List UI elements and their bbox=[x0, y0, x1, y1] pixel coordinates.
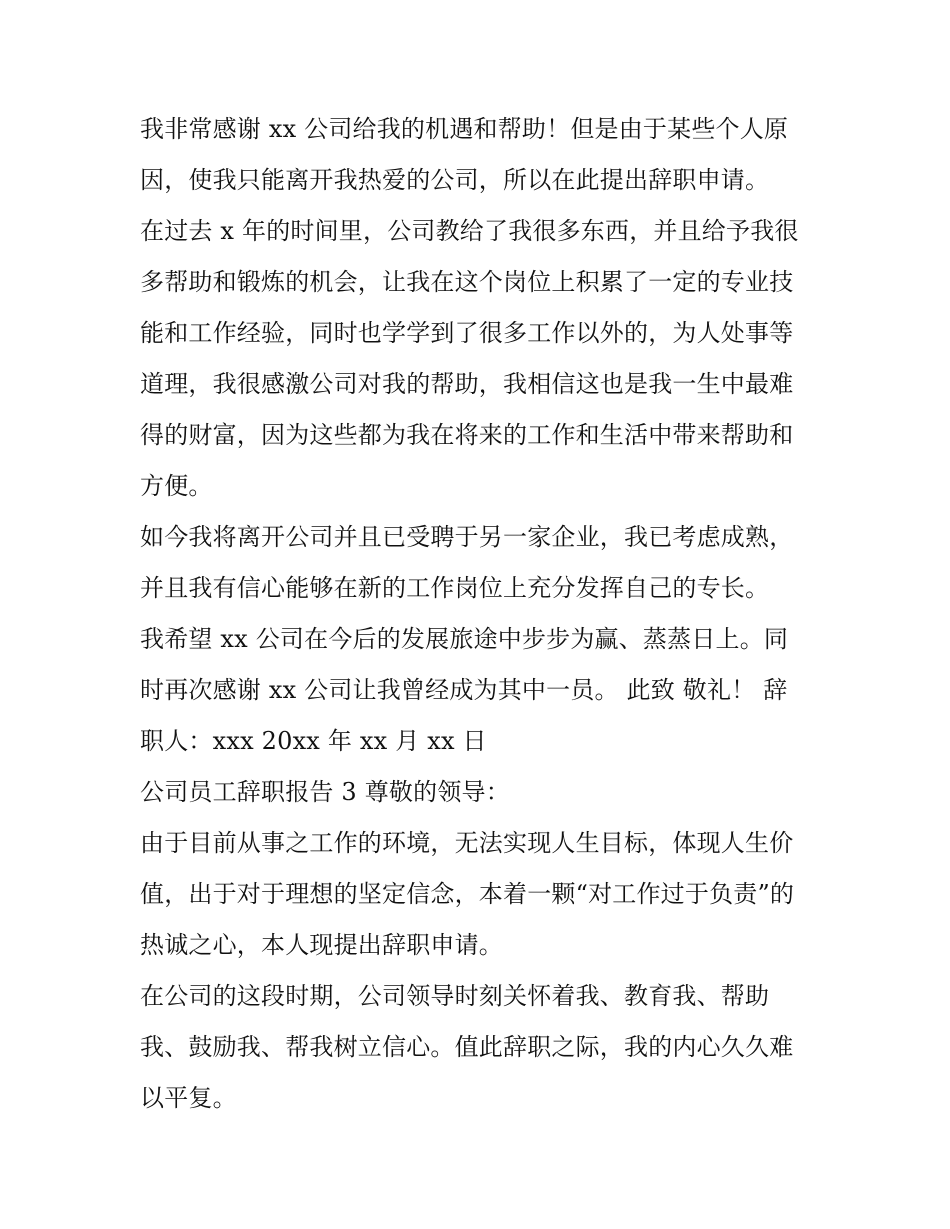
text-line: 得的财富，因为这些都为我在将来的工作和生活中带来帮助和 bbox=[140, 421, 794, 449]
text-line: 如今我将离开公司并且已受聘于另一家企业，我已考虑成熟， bbox=[140, 523, 794, 551]
text-line: 并且我有信心能够在新的工作岗位上充分发挥自己的专长。 bbox=[140, 574, 770, 602]
paragraph-closing-signature bbox=[140, 614, 820, 767]
paragraph-environment bbox=[140, 818, 820, 971]
text-line: 多帮助和锻炼的机会，让我在这个岗位上积累了一定的专业技 bbox=[140, 268, 794, 296]
text-line: 因，使我只能离开我热爱的公司，所以在此提出辞职申请。 bbox=[140, 166, 770, 194]
text-line: 由于目前从事之工作的环境，无法实现人生目标，体现人生价 bbox=[140, 829, 794, 857]
text-line: 值，出于对于理想的坚定信念，本着一颗“对工作过于负责”的 bbox=[140, 880, 795, 908]
text-line: 热诚之心，本人现提出辞职申请。 bbox=[140, 931, 503, 959]
paragraph-gratitude bbox=[140, 104, 820, 206]
text-line: 我非常感谢 xx 公司给我的机遇和帮助！但是由于某些个人原 bbox=[140, 115, 789, 143]
text-line: 在过去 x 年的时间里，公司教给了我很多东西，并且给予我很 bbox=[140, 217, 799, 245]
text-line: 在公司的这段时期，公司领导时刻关怀着我、教育我、帮助 bbox=[140, 982, 770, 1010]
text-line: 以平复。 bbox=[140, 1084, 237, 1112]
paragraph-new-job bbox=[140, 512, 820, 614]
text-line: 公司员工辞职报告 3 尊敬的领导： bbox=[140, 778, 510, 806]
text-line: 职人：xxx 20xx 年 xx 月 xx 日 bbox=[140, 727, 487, 755]
text-line: 我希望 xx 公司在今后的发展旅途中步步为赢、蒸蒸日上。同 bbox=[140, 625, 789, 653]
text-line: 时再次感谢 xx 公司让我曾经成为其中一员。 此致 敬礼！ 辞 bbox=[140, 676, 788, 704]
text-line: 道理，我很感激公司对我的帮助，我相信这也是我一生中最难 bbox=[140, 370, 794, 398]
text-line: 方便。 bbox=[140, 472, 213, 500]
document-body bbox=[140, 104, 820, 1124]
paragraph-past-years bbox=[140, 206, 820, 512]
paragraph-company-period bbox=[140, 971, 820, 1124]
text-line: 我、鼓励我、帮我树立信心。值此辞职之际，我的内心久久难 bbox=[140, 1033, 794, 1061]
text-line: 能和工作经验，同时也学学到了很多工作以外的，为人处事等 bbox=[140, 319, 794, 347]
section-heading bbox=[140, 767, 820, 818]
